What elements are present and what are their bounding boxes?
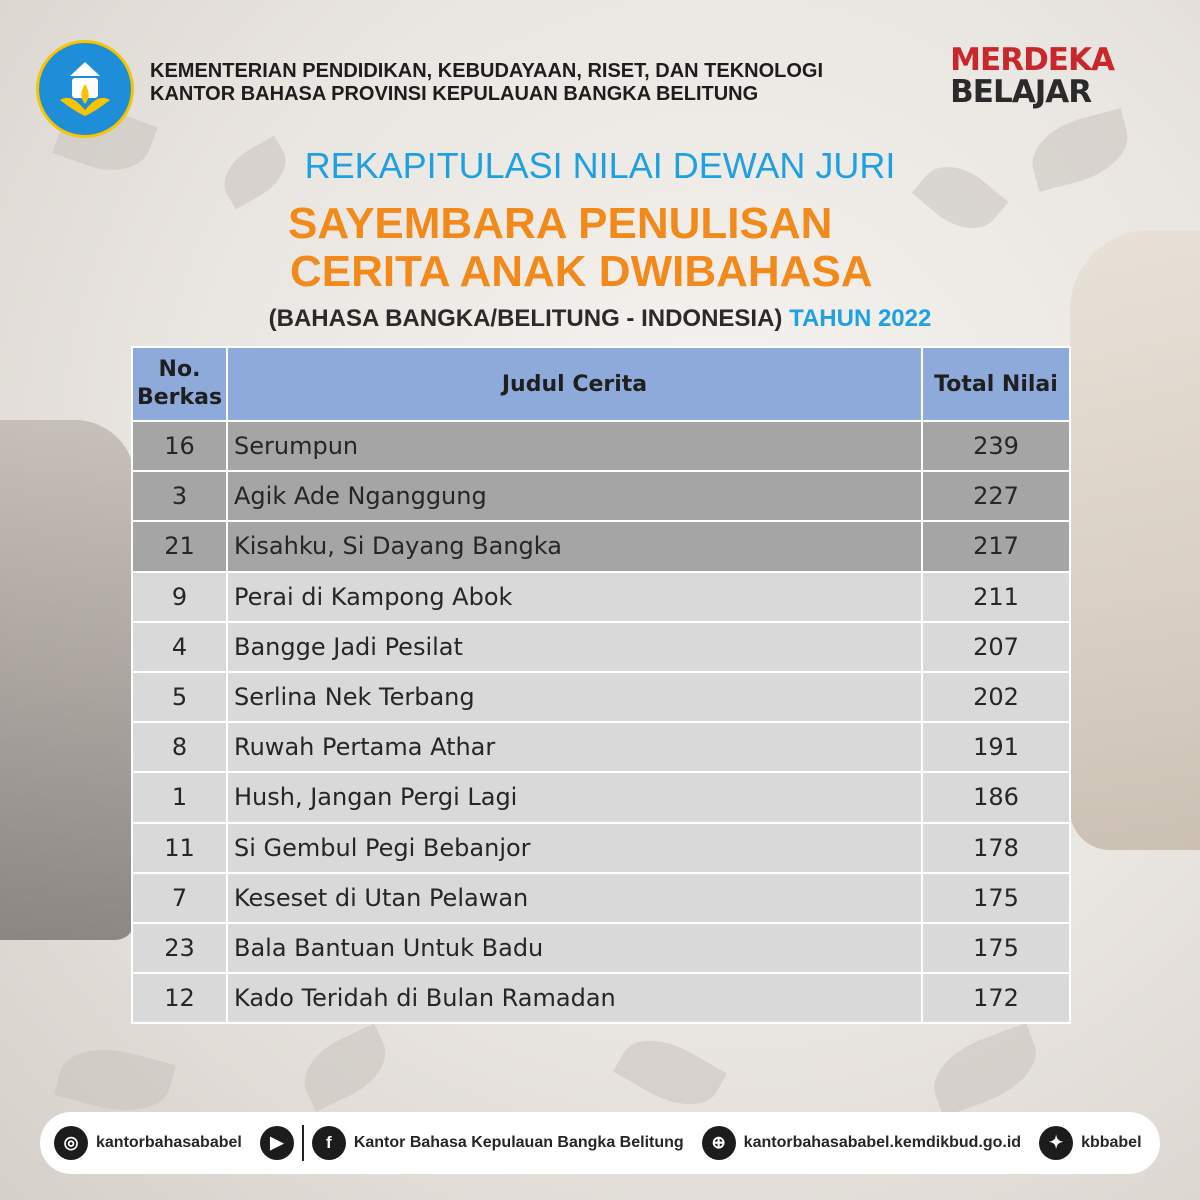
cell-judul-cerita: Agik Ade Nganggung bbox=[227, 471, 922, 521]
brand-line-2: BELAJAR bbox=[950, 74, 1092, 110]
competition-title-line-2: CERITA ANAK DWIBAHASA bbox=[290, 247, 873, 296]
cell-total-nilai: 217 bbox=[922, 521, 1070, 571]
table-row bbox=[132, 873, 1070, 923]
background-leaf bbox=[293, 1024, 398, 1112]
score-table bbox=[131, 346, 1071, 1024]
table-row bbox=[132, 622, 1070, 672]
tut-wuri-handayani-logo bbox=[36, 40, 134, 138]
header-no-line-2: Berkas bbox=[136, 385, 223, 410]
table-row bbox=[132, 973, 1070, 1023]
brand-line-1: MERDEKA bbox=[950, 42, 1114, 78]
table-row bbox=[132, 722, 1070, 772]
cell-judul-cerita: Si Gembul Pegi Bebanjor bbox=[227, 823, 922, 873]
cell-total-nilai: 207 bbox=[922, 622, 1070, 672]
table-header-row bbox=[132, 347, 1070, 421]
header-no-line-1: No. bbox=[158, 357, 201, 382]
cell-total-nilai: 211 bbox=[922, 572, 1070, 622]
twitter-icon[interactable]: ✦ bbox=[1039, 1126, 1073, 1160]
merdeka-belajar-logo bbox=[950, 44, 1114, 108]
cell-total-nilai: 227 bbox=[922, 471, 1070, 521]
cell-judul-cerita: Bangge Jadi Pesilat bbox=[227, 622, 922, 672]
cell-no-berkas: 8 bbox=[132, 722, 227, 772]
instagram-handle[interactable]: kantorbahasababel bbox=[96, 1134, 242, 1151]
cell-judul-cerita: Ruwah Pertama Athar bbox=[227, 722, 922, 772]
table-row bbox=[132, 572, 1070, 622]
cell-judul-cerita: Serlina Nek Terbang bbox=[227, 672, 922, 722]
background-leaf bbox=[54, 1037, 176, 1123]
cell-no-berkas: 21 bbox=[132, 521, 227, 571]
cell-judul-cerita: Serumpun bbox=[227, 421, 922, 471]
table-row bbox=[132, 672, 1070, 722]
subtitle-language: (BAHASA BANGKA/BELITUNG - INDONESIA) bbox=[268, 305, 783, 332]
cell-judul-cerita: Bala Bantuan Untuk Badu bbox=[227, 923, 922, 973]
organization-name bbox=[150, 60, 823, 106]
cell-total-nilai: 175 bbox=[922, 873, 1070, 923]
table-row bbox=[132, 521, 1070, 571]
cell-total-nilai: 202 bbox=[922, 672, 1070, 722]
cell-judul-cerita: Kisahku, Si Dayang Bangka bbox=[227, 521, 922, 571]
facebook-page[interactable]: Kantor Bahasa Kepulauan Bangka Belitung bbox=[353, 1134, 684, 1151]
cell-no-berkas: 1 bbox=[132, 772, 227, 822]
table-row bbox=[132, 421, 1070, 471]
background-leaf bbox=[923, 1023, 1047, 1117]
facebook-icon[interactable]: f bbox=[312, 1126, 346, 1160]
instagram-icon[interactable]: ◎ bbox=[54, 1126, 88, 1160]
twitter-handle[interactable]: kbbabel bbox=[1081, 1134, 1142, 1151]
cell-total-nilai: 191 bbox=[922, 722, 1070, 772]
background-illustration-left bbox=[0, 420, 135, 940]
table-row bbox=[132, 471, 1070, 521]
cell-total-nilai: 239 bbox=[922, 421, 1070, 471]
org-line-1: KEMENTERIAN PENDIDIKAN, KEBUDAYAAN, RISET, DAN TEKNOLOGI bbox=[150, 60, 824, 82]
table-row bbox=[132, 923, 1070, 973]
header-no-berkas bbox=[132, 347, 227, 421]
cell-total-nilai: 186 bbox=[922, 772, 1070, 822]
footer-bar bbox=[40, 1112, 1160, 1174]
cell-no-berkas: 11 bbox=[132, 823, 227, 873]
header-judul-cerita: Judul Cerita bbox=[227, 347, 922, 421]
cell-judul-cerita: Keseset di Utan Pelawan bbox=[227, 873, 922, 923]
youtube-icon[interactable]: ▶ bbox=[260, 1126, 294, 1160]
table-row bbox=[132, 772, 1070, 822]
subtitle bbox=[0, 305, 1200, 333]
cell-no-berkas: 12 bbox=[132, 973, 227, 1023]
org-line-2: KANTOR BAHASA PROVINSI KEPULAUAN BANGKA BELITUNG bbox=[150, 83, 759, 105]
cell-total-nilai: 178 bbox=[922, 823, 1070, 873]
cell-no-berkas: 16 bbox=[132, 421, 227, 471]
divider bbox=[302, 1125, 304, 1161]
page-title: REKAPITULASI NILAI DEWAN JURI bbox=[304, 145, 896, 186]
competition-title bbox=[288, 200, 873, 296]
cell-no-berkas: 5 bbox=[132, 672, 227, 722]
background-leaf bbox=[613, 1024, 727, 1122]
subtitle-year: TAHUN 2022 bbox=[789, 305, 932, 332]
cell-no-berkas: 7 bbox=[132, 873, 227, 923]
header-total-nilai: Total Nilai bbox=[922, 347, 1070, 421]
cell-total-nilai: 175 bbox=[922, 923, 1070, 973]
table-body bbox=[132, 421, 1070, 1023]
cell-judul-cerita: Hush, Jangan Pergi Lagi bbox=[227, 772, 922, 822]
table-row bbox=[132, 823, 1070, 873]
cell-no-berkas: 9 bbox=[132, 572, 227, 622]
cell-judul-cerita: Perai di Kampong Abok bbox=[227, 572, 922, 622]
cell-no-berkas: 23 bbox=[132, 923, 227, 973]
cell-total-nilai: 172 bbox=[922, 973, 1070, 1023]
website-link[interactable]: kantorbahasababel.kemdikbud.go.id bbox=[743, 1134, 1022, 1151]
cell-no-berkas: 3 bbox=[132, 471, 227, 521]
cell-no-berkas: 4 bbox=[132, 622, 227, 672]
cell-judul-cerita: Kado Teridah di Bulan Ramadan bbox=[227, 973, 922, 1023]
globe-icon[interactable]: ⊕ bbox=[702, 1126, 736, 1160]
competition-title-line-1: SAYEMBARA PENULISAN bbox=[288, 199, 833, 248]
logo-emblem-icon bbox=[50, 54, 120, 124]
